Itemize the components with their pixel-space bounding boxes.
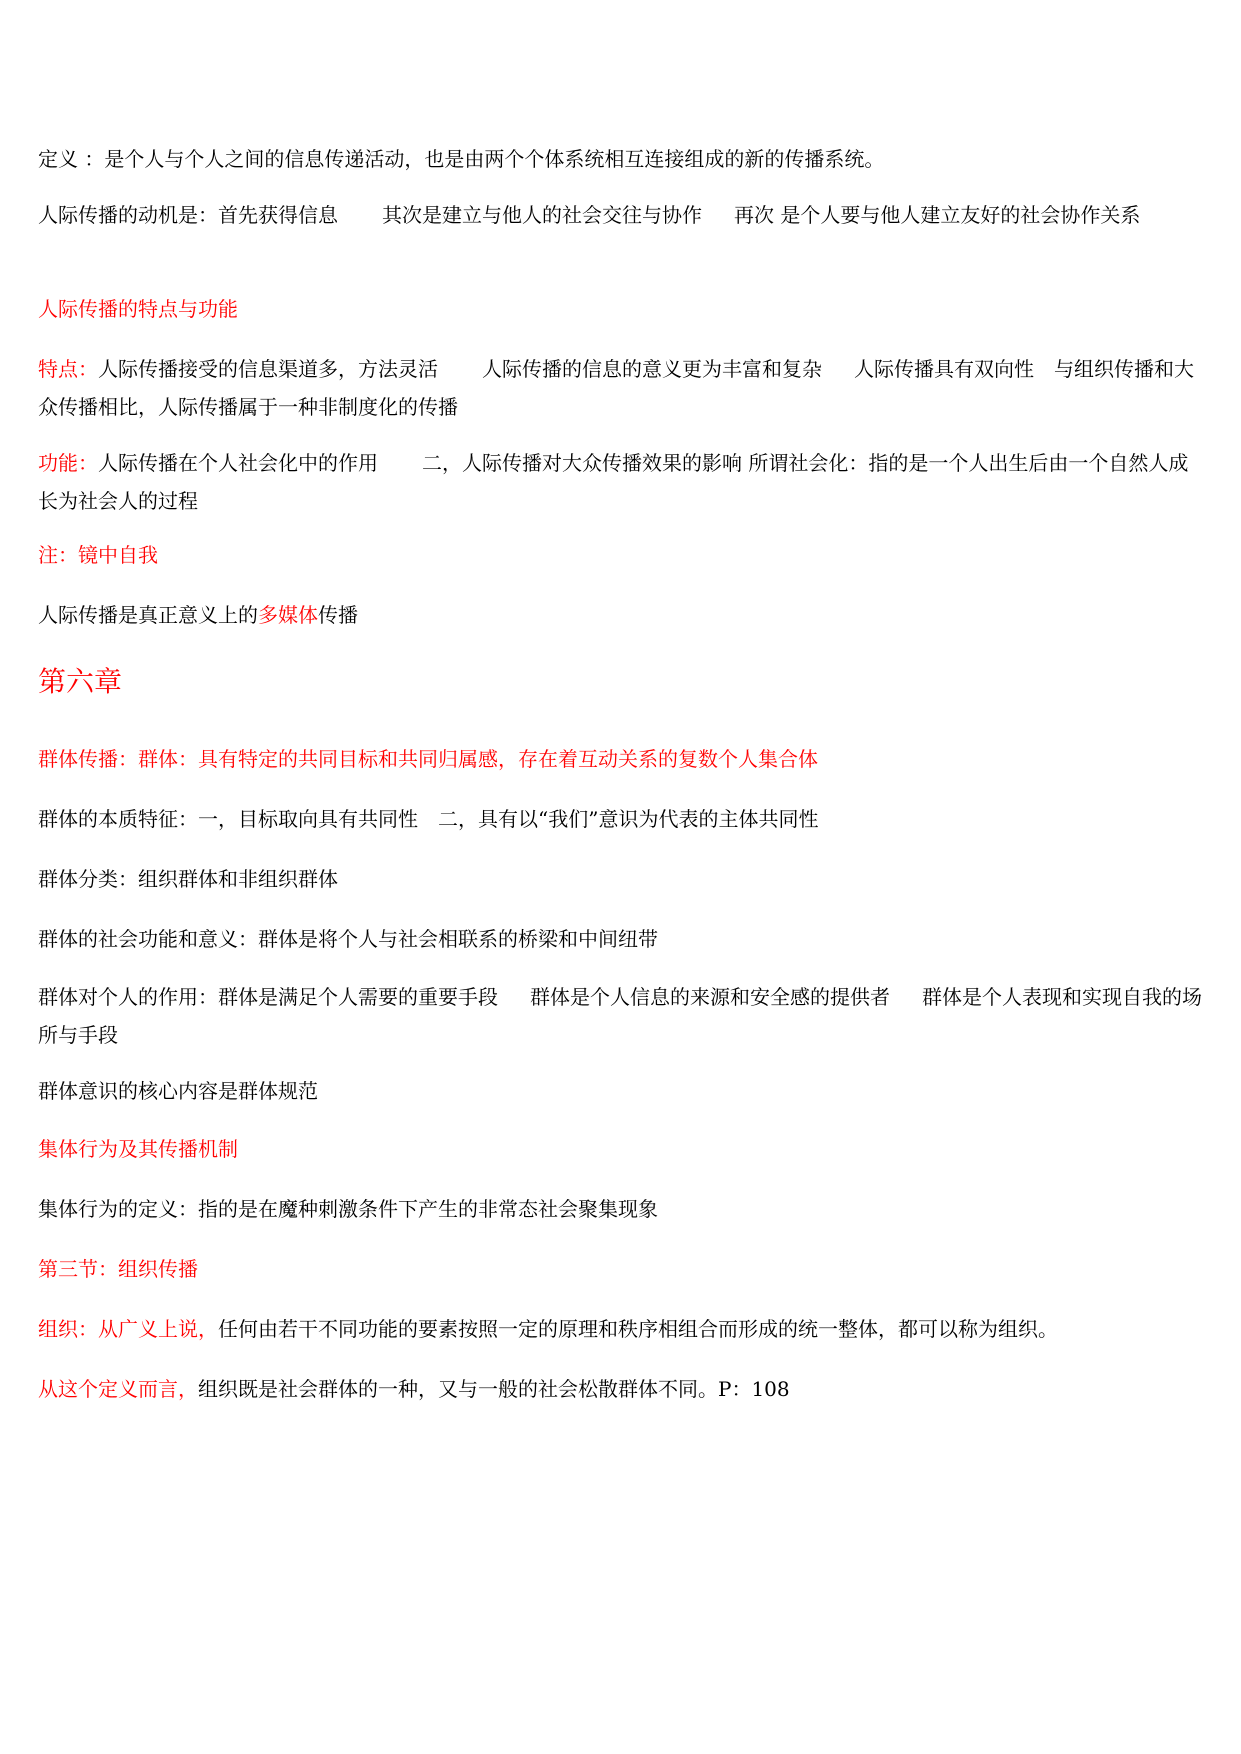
functions-paragraph [38, 444, 1208, 520]
note-paragraph [38, 536, 1208, 574]
section-heading-features-text: 人际传播的特点与功能 [38, 297, 238, 321]
functions-label: 功能： [38, 451, 98, 475]
collective-behavior-definition-text: 集体行为的定义：指的是在魔种刺激条件下产生的非常态社会聚集现象 [38, 1197, 658, 1221]
function-two: 二，人际传播对大众传播效果的影响 所谓社会化：指的是一个人出生后由一个自然人成长为社会人的过程 [38, 451, 1189, 513]
section-three-heading-text: 第三节：组织传播 [38, 1257, 198, 1281]
motivation-first: 人际传播的动机是：首先获得信息 [38, 203, 338, 227]
group-classification-paragraph [38, 860, 1208, 898]
group-essence-paragraph [38, 800, 1208, 838]
group-role-two: 群体是个人信息的来源和安全感的提供者 [530, 985, 890, 1009]
group-communication-text: 群体传播：群体：具有特定的共同目标和共同归属感，存在着互动关系的复数个人集合体 [38, 747, 818, 771]
organization-label: 组织：从广义上说， [38, 1317, 218, 1341]
group-role-three: 群体是个人表现和实现自我的场所与手段 [38, 985, 1202, 1047]
organization-comparison-text: 组织既是社会群体的一种，又与一般的社会松散群体不同。P：108 [198, 1377, 790, 1401]
group-essence-one: 群体的本质特征：一，目标取向具有共同性 [38, 807, 418, 831]
collective-behavior-heading [38, 1130, 1208, 1168]
motivation-paragraph [38, 196, 1208, 234]
feature-one: 人际传播接受的信息渠道多，方法灵活 [98, 357, 438, 381]
organization-comparison-label: 从这个定义而言， [38, 1377, 198, 1401]
features-paragraph [38, 350, 1208, 426]
multimedia-suffix: 传播 [318, 603, 358, 627]
document-page [38, 0, 1208, 1754]
organization-comparison [38, 1370, 1208, 1408]
group-classification-text: 群体分类：组织群体和非组织群体 [38, 867, 338, 891]
feature-four: 与组织传播和大众传播相比，人际传播属于一种非制度化的传播 [38, 357, 1194, 419]
group-norm-paragraph [38, 1072, 1208, 1110]
organization-text: 任何由若干不同功能的要素按照一定的原理和秩序相组合而形成的统一整体，都可以称为组织。 [218, 1317, 1058, 1341]
definition-paragraph [38, 140, 1208, 178]
feature-two: 人际传播的信息的意义更为丰富和复杂 [482, 357, 822, 381]
group-role-one: 群体对个人的作用：群体是满足个人需要的重要手段 [38, 985, 498, 1009]
multimedia-prefix: 人际传播是真正意义上的 [38, 603, 258, 627]
chapter-heading [38, 662, 1208, 702]
collective-behavior-definition [38, 1190, 1208, 1228]
function-one: 人际传播在个人社会化中的作用 [98, 451, 378, 475]
group-norm-text: 群体意识的核心内容是群体规范 [38, 1079, 318, 1103]
group-communication-definition [38, 740, 1208, 778]
feature-three: 人际传播具有双向性 [854, 357, 1034, 381]
organization-definition [38, 1310, 1208, 1348]
group-essence-two: 二，具有以“我们”意识为代表的主体共同性 [438, 807, 819, 831]
group-function-paragraph [38, 920, 1208, 958]
note-text: 注：镜中自我 [38, 543, 158, 567]
group-role-paragraph [38, 978, 1208, 1054]
definition-text: 定义 ：是个人与个人之间的信息传递活动，也是由两个个体系统相互连接组成的新的传播系统。 [38, 147, 885, 171]
chapter-heading-text: 第六章 [38, 665, 123, 698]
motivation-third: 再次 是个人要与他人建立友好的社会协作关系 [734, 203, 1141, 227]
multimedia-paragraph [38, 596, 1208, 634]
collective-behavior-heading-text: 集体行为及其传播机制 [38, 1137, 238, 1161]
section-three-heading [38, 1250, 1208, 1288]
group-function-text: 群体的社会功能和意义：群体是将个人与社会相联系的桥梁和中间纽带 [38, 927, 658, 951]
features-label: 特点： [38, 357, 98, 381]
section-heading-features [38, 290, 1208, 328]
multimedia-highlight: 多媒体 [258, 603, 318, 627]
motivation-second: 其次是建立与他人的社会交往与协作 [382, 203, 702, 227]
